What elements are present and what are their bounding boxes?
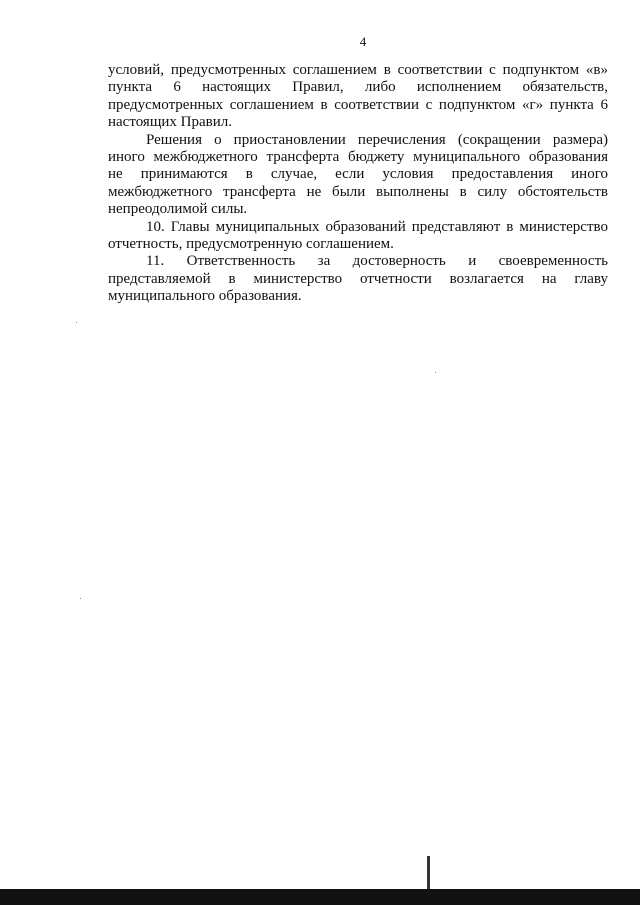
text-line: настоящих Правил.: [108, 114, 232, 131]
text-line: отчетность, предусмотренную соглашением.: [108, 235, 394, 252]
text-line: межбюджетного трансферта не были выполнены в силу обстоятельств: [108, 183, 608, 200]
scan-speck: [80, 598, 81, 599]
document-body: [108, 62, 608, 305]
page-number: 4: [359, 34, 367, 49]
text-line: пункта 6 настоящих Правил, либо исполнением обязательств,: [108, 79, 608, 96]
text-line: 11. Ответственность за достоверность и своевременность: [146, 253, 608, 270]
paragraph-item-11: [108, 253, 608, 305]
scan-bottom-edge: [0, 889, 640, 905]
text-line: муниципального образования.: [108, 288, 302, 305]
text-line: непреодолимой силы.: [108, 201, 248, 218]
scan-speck: [76, 322, 77, 323]
text-line: не принимаются в случае, если условия предоставления иного: [108, 166, 608, 183]
paragraph-continuation: [108, 62, 608, 132]
text-line: иного межбюджетного трансферта бюджету муниципального образования: [108, 148, 608, 165]
paragraph-item-10: [108, 219, 608, 254]
text-line: предусмотренных соглашением в соответствии с подпунктом «г» пункта 6: [108, 96, 608, 113]
text-line: представляемой в министерство отчетности возлагается на главу: [108, 270, 608, 287]
text-line: Решения о приостановлении перечисления (сокращении размера): [146, 131, 608, 148]
scan-binding-mark: [427, 856, 430, 892]
scan-speck: [435, 372, 436, 373]
paragraph-suspension-decisions: [108, 132, 608, 219]
text-line: 10. Главы муниципальных образований представляют в министерство: [146, 218, 608, 235]
text-line: условий, предусмотренных соглашением в соответствии с подпунктом «в»: [108, 62, 608, 78]
